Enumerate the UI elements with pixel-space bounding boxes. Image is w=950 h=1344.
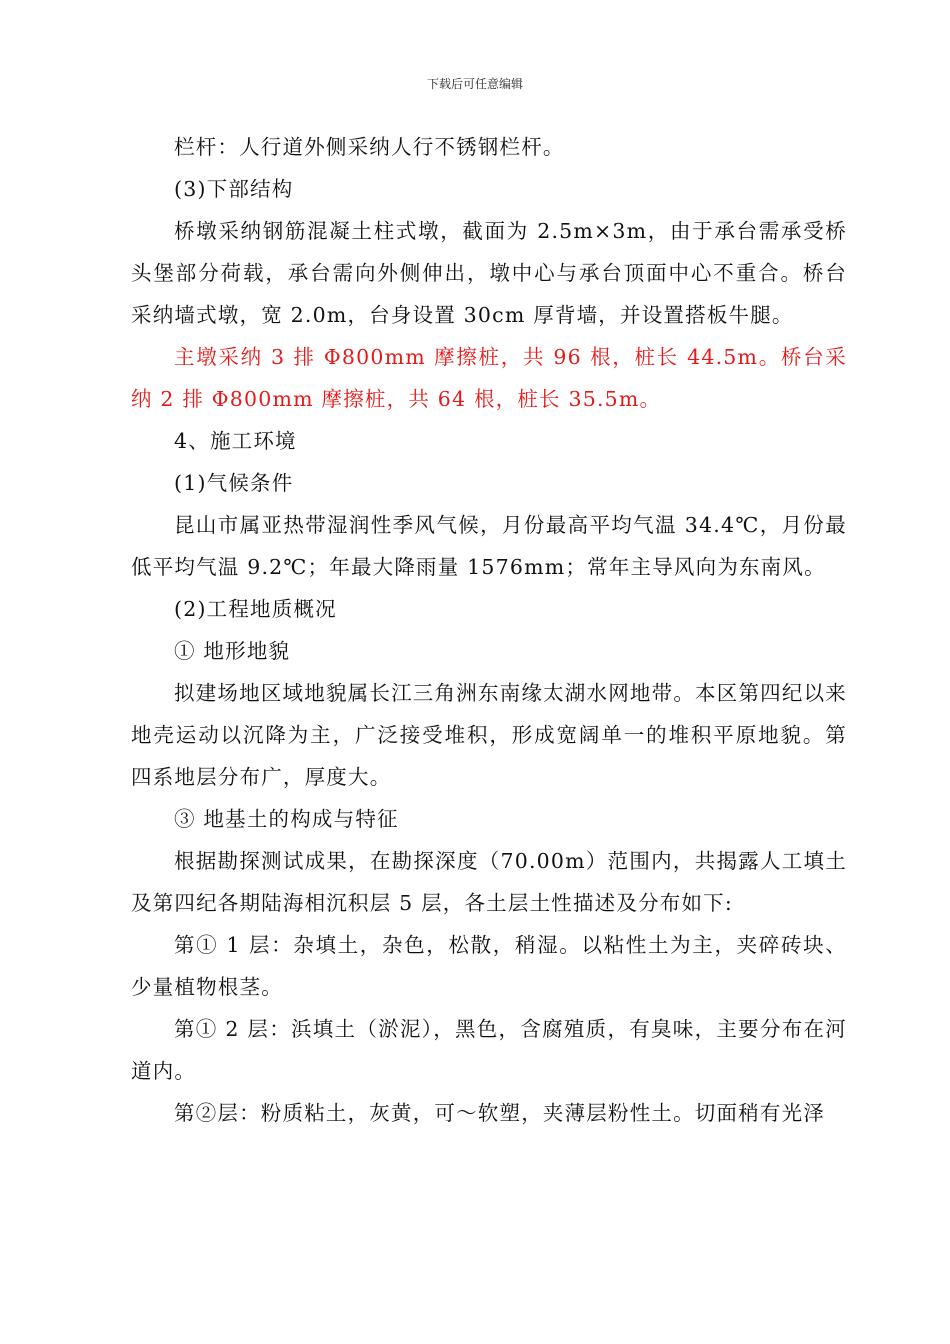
paragraph-layer-1-2: 第① 2 层：浜填土（淤泥），黑色，含腐殖质，有臭味，主要分布在河道内。 bbox=[131, 1017, 847, 1083]
paragraph-railing: 栏杆：人行道外侧采纳人行不锈钢栏杆。 bbox=[174, 135, 565, 159]
heading-geology: (2)工程地质概况 bbox=[174, 597, 337, 621]
paragraph-layer-2: 第②层：粉质粘土，灰黄，可～软塑，夹薄层粉性土。切面稍有光泽 bbox=[174, 1101, 825, 1125]
paragraph-climate: 昆山市属亚热带湿润性季风气候，月份最高平均气温 34.4℃，月份最低平均气温 9.2℃；年最大降雨量 1576mm；常年主导风向为东南风。 bbox=[131, 513, 847, 579]
heading-climate: (1)气候条件 bbox=[174, 471, 294, 495]
heading-substructure: (3)下部结构 bbox=[174, 177, 294, 201]
heading-landform: ① 地形地貌 bbox=[174, 639, 291, 663]
heading-foundation-soil: ③ 地基土的构成与特征 bbox=[174, 807, 399, 831]
paragraph-piles-highlight: 主墩采纳 3 排 Φ800mm 摩擦桩，共 96 根，桩长 44.5m。桥台采纳 2 排 Φ800mm 摩擦桩，共 64 根，桩长 35.5m。 bbox=[131, 345, 847, 411]
heading-construction-environment: 4、施工环境 bbox=[174, 429, 297, 453]
paragraph-pier: 桥墩采纳钢筋混凝土柱式墩，截面为 2.5m×3m，由于承台需承受桥头堡部分荷载，承台需向外侧伸出，墩中心与承台顶面中心不重合。桥台采纳墙式墩，宽 2.0m，台身设置 30cm 厚背墙，并设置搭板牛腿。 bbox=[131, 219, 847, 327]
page-header: 下载后可任意编辑 bbox=[426, 77, 523, 91]
document-body bbox=[131, 126, 847, 1134]
paragraph-landform: 拟建场地区域地貌属长江三角洲东南缘太湖水网地带。本区第四纪以来地壳运动以沉降为主，广泛接受堆积，形成宽阔单一的堆积平原地貌。第四系地层分布广，厚度大。 bbox=[131, 681, 847, 789]
paragraph-survey: 根据勘探测试成果，在勘探深度（70.00m）范围内，共揭露人工填土及第四纪各期陆海相沉积层 5 层，各土层土性描述及分布如下: bbox=[131, 849, 847, 915]
paragraph-layer-1-1: 第① 1 层：杂填土，杂色，松散，稍湿。以粘性土为主，夹碎砖块、少量植物根茎。 bbox=[131, 933, 847, 999]
